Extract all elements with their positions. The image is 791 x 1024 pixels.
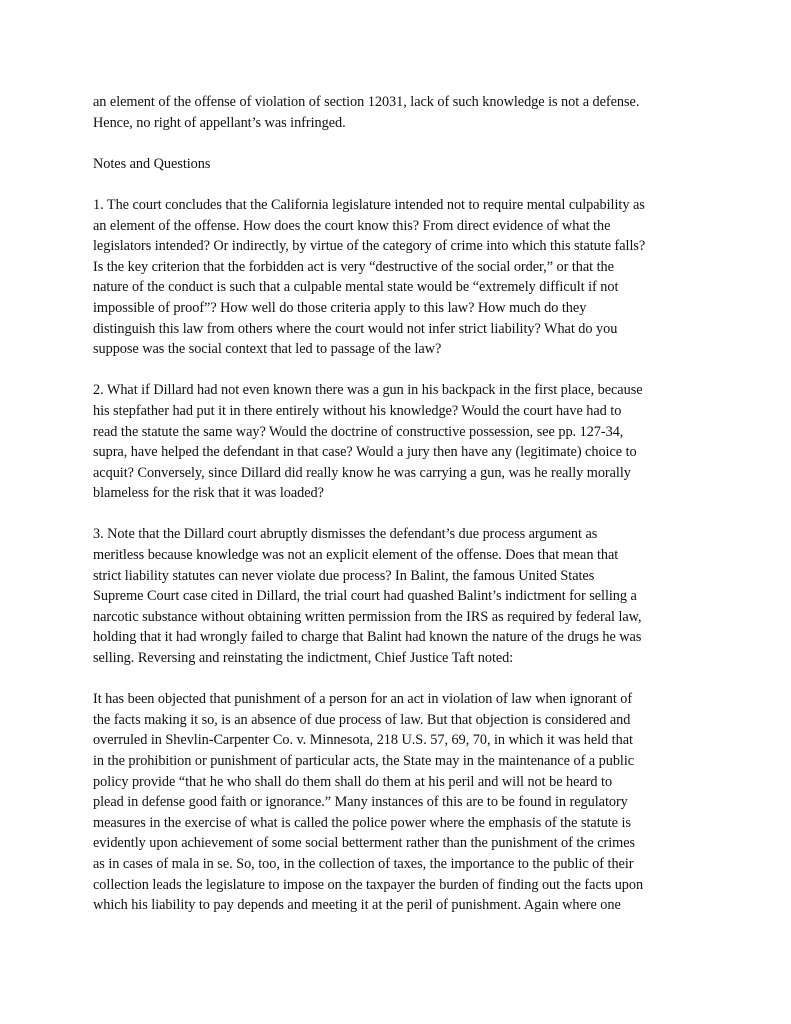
text-line: suppose was the social context that led to passage of the law? [93, 341, 442, 358]
text-line: measures in the exercise of what is called the police power where the emphasis of the statute is [93, 814, 631, 831]
text-line: overruled in Shevlin-Carpenter Co. v. Minnesota, 218 U.S. 57, 69, 70, in which it was held that [93, 732, 633, 749]
text-line: 2. What if Dillard had not even known there was a gun in his backpack in the first place, because [93, 382, 643, 399]
text-line: supra, have helped the defendant in that case? Would a jury then have any (legitimate) choice to [93, 444, 637, 461]
text-line: acquit? Conversely, since Dillard did really know he was carrying a gun, was he really morally [93, 464, 631, 481]
text-line: impossible of proof”? How well do those criteria apply to this law? How much do they [93, 299, 587, 316]
text-line: collection leads the legislature to impose on the taxpayer the burden of finding out the facts upon [93, 876, 644, 893]
text-line: his stepfather had put it in there entirely without his knowledge? Would the court have had to [93, 402, 622, 419]
text-line: an element of the offense. How does the court know this? From direct evidence of what the [93, 217, 611, 234]
note-2-paragraph [93, 380, 703, 504]
text-line: narcotic substance without obtaining written permission from the IRS as required by federal law, [93, 608, 642, 625]
text-line: blameless for the risk that it was loaded? [93, 485, 324, 502]
text-line: 3. Note that the Dillard court abruptly dismisses the defendant’s due process argument as [93, 526, 598, 543]
text-line: in the prohibition or punishment of particular acts, the State may in the maintenance of a public [93, 753, 635, 769]
intro-paragraph [93, 92, 703, 133]
text-line: an element of the offense of violation of section 12031, lack of such knowledge is not a defense. [93, 94, 640, 110]
text-line: Hence, no right of appellant’s was infringed. [93, 114, 346, 131]
text-line: selling. Reversing and reinstating the indictment, Chief Justice Taft noted: [93, 650, 514, 667]
text-line: meritless because knowledge was not an explicit element of the offense. Does that mean that [93, 547, 619, 564]
text-line: nature of the conduct is such that a culpable mental state would be “extremely difficult if not [93, 279, 619, 296]
text-line: read the statute the same way? Would the doctrine of constructive possession, see pp. 127-34, [93, 423, 624, 440]
text-line: which his liability to pay depends and meeting it at the peril of punishment. Again where one [93, 897, 621, 914]
block-quote-paragraph [93, 689, 703, 916]
text-line: the facts making it so, is an absence of due process of law. But that objection is considered and [93, 711, 631, 728]
text-line: policy provide “that he who shall do them shall do them at his peril and will not be heard to [93, 773, 613, 790]
text-line: as in cases of mala in se. So, too, in the collection of taxes, the importance to the public of their [93, 855, 634, 872]
text-line: distinguish this law from others where the court would not infer strict liability? What do you [93, 320, 618, 337]
text-line: legislators intended? Or indirectly, by virtue of the category of crime into which this statute falls? [93, 238, 646, 255]
text-line: plead in defense good faith or ignorance.” Many instances of this are to be found in regulatory [93, 794, 628, 811]
note-3-paragraph [93, 524, 703, 668]
text-line: 1. The court concludes that the California legislature intended not to require mental culpability as [93, 196, 645, 213]
document-page [93, 92, 703, 916]
text-line: Supreme Court case cited in Dillard, the trial court had quashed Balint’s indictment for selling a [93, 588, 637, 605]
note-1-paragraph [93, 195, 703, 360]
text-line: strict liability statutes can never violate due process? In Balint, the famous United States [93, 567, 595, 584]
text-line: It has been objected that punishment of a person for an act in violation of law when ignorant of [93, 691, 633, 708]
text-line: holding that it had wrongly failed to charge that Balint had known the nature of the drugs he was [93, 629, 642, 646]
section-heading: Notes and Questions [93, 155, 211, 172]
text-line: evidently upon achievement of some social betterment rather than the punishment of the crimes [93, 835, 636, 852]
text-line: Is the key criterion that the forbidden act is very “destructive of the social order,” or that the [93, 258, 614, 275]
